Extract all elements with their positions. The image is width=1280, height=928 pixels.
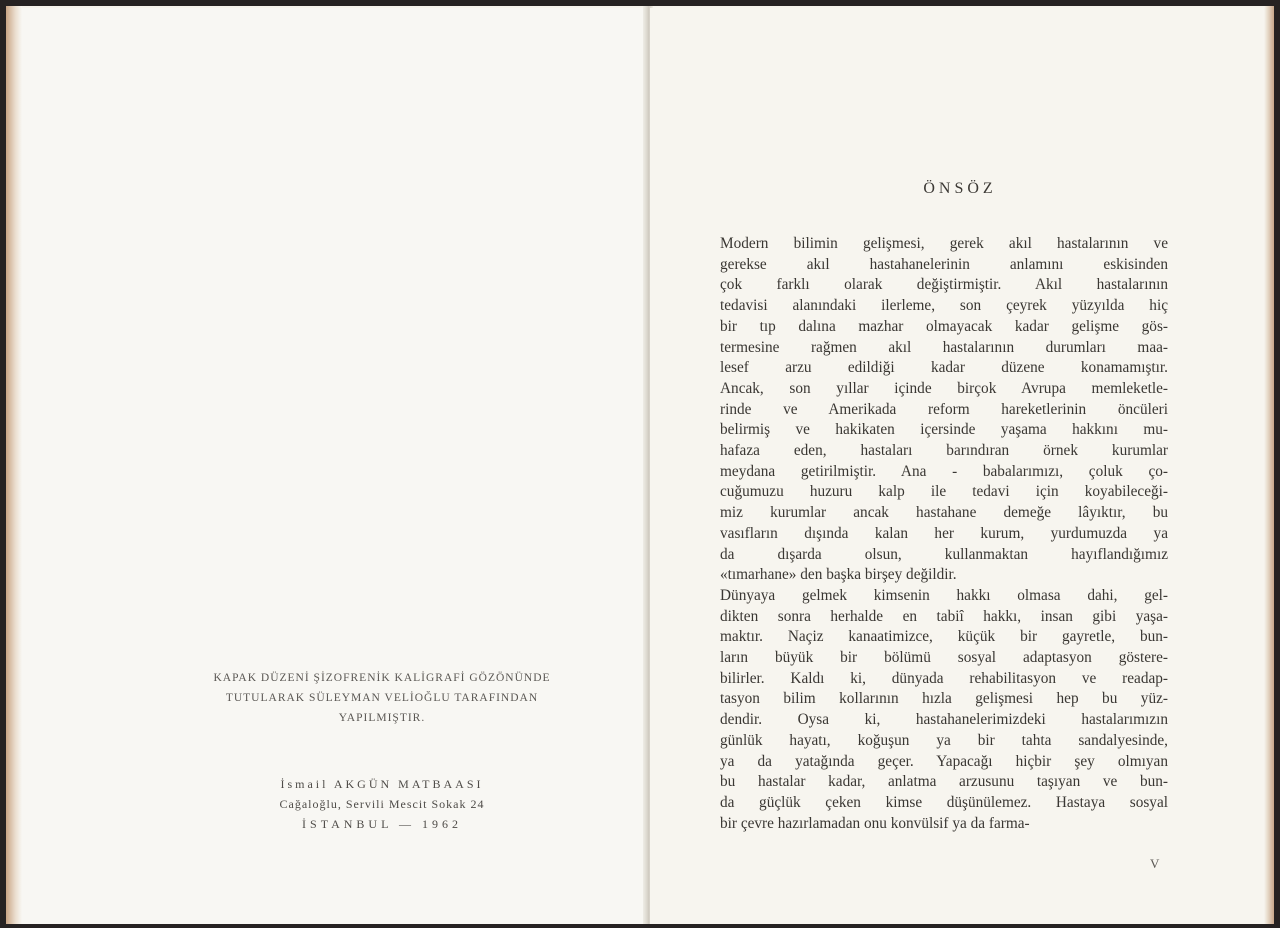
text-line: Ancak, son yıllar içinde birçok Avrupa memleketle- [720, 379, 1168, 397]
page-number: V [1150, 856, 1160, 871]
text-line: miz kurumlar ancak hastahane demeğe lâyıktır, bu [720, 504, 1168, 522]
text-line: gerekse akıl hastahanelerinin anlamını eskisinden [720, 255, 1168, 273]
text-line: tedavisi alanındaki ilerleme, son çeyrek yüzyılda hiç [720, 297, 1168, 315]
text-line: günlük hayatı, koğuşun ya bir tahta sandalyesinde, [720, 731, 1168, 749]
page-edge-left [6, 6, 22, 924]
text-line: Dünyaya gelmek kimsenin hakkı olmasa dahi, gel- [720, 586, 1168, 604]
left-page [22, 8, 648, 924]
right-page [650, 8, 1270, 924]
text-line: Modern bilimin gelişmesi, gerek akıl hastalarının ve [720, 235, 1168, 252]
text-line: «tımarhane» den başka birşey değildir. [720, 566, 957, 584]
text-line: da güçlük çeken kimse düşünülemez. Hastaya sosyal [720, 793, 1168, 811]
cover-design-credit [152, 668, 612, 728]
text-line: cuğumuzu huzuru kalp ile tedavi için koyabileceği- [720, 483, 1168, 501]
foreword-text [720, 234, 1168, 834]
credit-line: YAPILMIŞTIR. [338, 712, 426, 724]
printer-name: İsmail AKGÜN MATBAASI [280, 777, 484, 791]
printer-imprint [152, 774, 612, 834]
text-line: dendir. Oysa ki, hastahanelerimizdeki hastalarımızın [720, 711, 1168, 729]
page-title: ÖNSÖZ [923, 180, 997, 197]
credit-line: KAPAK DÜZENİ ŞİZOFRENİK KALİGRAFİ GÖZÖNÜNDE [213, 672, 551, 684]
text-line: dikten sonra herhalde en tabiî hakkı, insan gibi yaşa- [720, 607, 1168, 625]
text-line: lesef arzu edildiği kadar düzene konamamıştır. [720, 359, 1168, 377]
text-line: ya da yatağında geçer. Yapacağı hiçbir şey olmıyan [720, 752, 1168, 770]
text-line: bu hastalar kadar, anlatma arzusunu taşıyan ve bun- [720, 773, 1168, 791]
text-line: bir çevre hazırlamadan onu konvülsif ya da farma- [720, 814, 1030, 832]
text-line: termesine rağmen akıl hastalarının durumları maa- [720, 338, 1168, 356]
page-edge-right [1264, 6, 1274, 924]
credit-line: TUTULARAK SÜLEYMAN VELİOĞLU TARAFINDAN [225, 692, 539, 704]
text-line: tasyon bilim kollarının hızla gelişmesi hep bu yüz- [720, 690, 1168, 708]
text-line: rinde ve Amerikada reform hareketlerinin öncüleri [720, 400, 1168, 418]
text-line: çok farklı olarak değiştirmiştir. Akıl hastalarının [720, 276, 1168, 294]
book-spread [6, 6, 1274, 924]
text-line: bilirler. Kaldı ki, dünyada rehabilitasyon ve readap- [720, 669, 1168, 687]
text-line: hafaza eden, hastaları barındıran örnek kurumlar [720, 442, 1168, 460]
text-line: meydana getirilmiştir. Ana - babalarımızı, çoluk ço- [720, 462, 1168, 480]
text-line: maktır. Naçiz kanaatimizce, küçük bir gayretle, bun- [720, 628, 1168, 646]
text-line: da dışarda olsun, kullanmaktan hayıflandığımız [720, 545, 1168, 563]
printer-address: Cağaloğlu, Servili Mescit Sokak 24 [279, 797, 485, 811]
text-line: ların büyük bir bölümü sosyal adaptasyon göstere- [720, 649, 1168, 667]
text-line: bir tıp dalına mazhar olmayacak kadar gelişme gös- [720, 317, 1168, 335]
printer-city-year: İSTANBUL — 1962 [302, 817, 462, 831]
text-line: belirmiş ve hakikaten içersinde yaşama hakkını mu- [720, 421, 1168, 439]
text-line: vasıfların dışında kalan her kurum, yurdumuzda ya [720, 524, 1168, 542]
